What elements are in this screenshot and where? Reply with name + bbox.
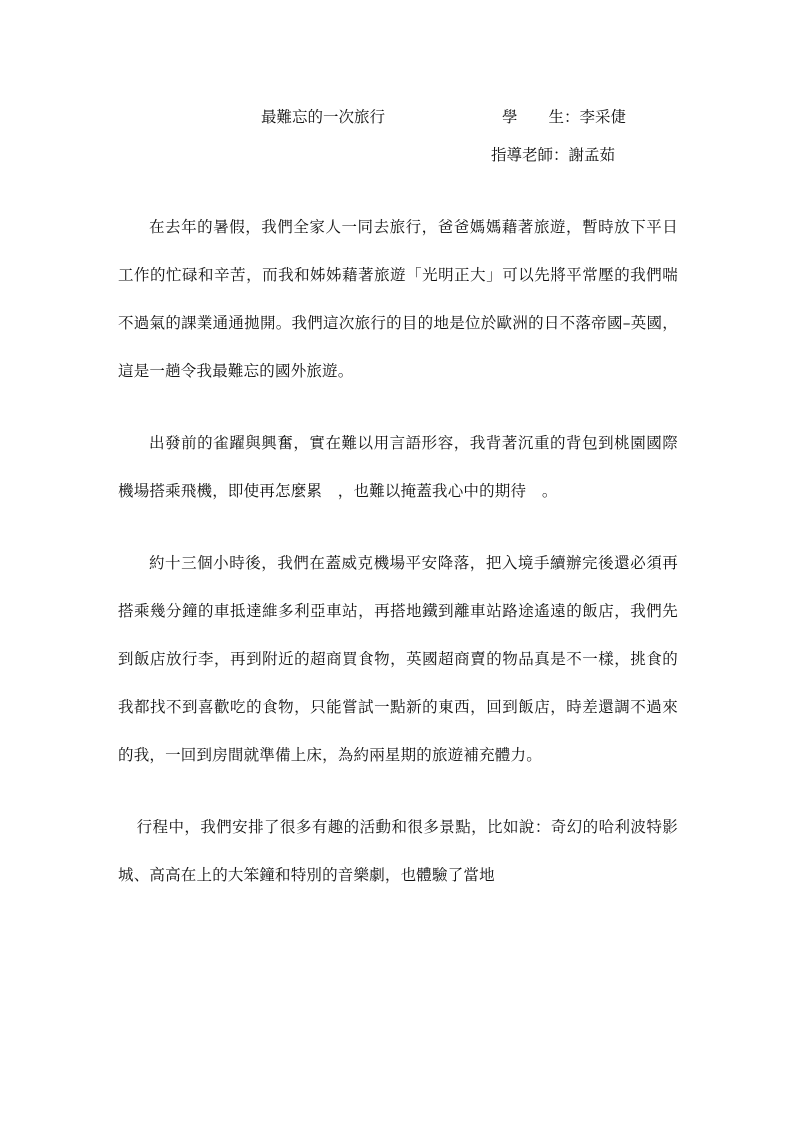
paragraph-1: 在去年的暑假，我們全家人一同去旅行，爸爸媽媽藉著旅遊，暫時放下平日工作的忙碌和辛苦，而我和姊姊藉著旅遊「光明正大」可以先將平常壓的我們喘不過氣的課業通通拋開。我們這次旅行的目的地是位於歐洲的日不落帝國–英國，這是一趟令我最難忘的國外旅遊。 xyxy=(118,218,678,380)
essay-title: 最難忘的一次旅行 xyxy=(261,108,386,126)
title-student-line xyxy=(261,105,681,129)
paragraph-4: 行程中，我們安排了很多有趣的活動和很多景點，比如說：奇幻的哈利波特影城、高高在上的大笨鐘和特別的音樂劇，也體驗了當地 xyxy=(118,818,678,884)
student-credit xyxy=(502,105,626,129)
paragraph-3: 約十三個小時後，我們在蓋威克機場平安降落，把入境手續辦完後還必須再搭乘幾分鐘的車抵達維多利亞車站，再搭地鐵到離車站路途遙遠的飯店，我們先到飯店放行李，再到附近的超商買食物，英國超商賣的物品真是不一樣，挑食的我都找不到喜歡吃的食物，只能嘗試一點新的東西，回到飯店，時差還調不過來的我，一回到房間就準備上床，為約兩星期的旅遊補充體力。 xyxy=(118,554,678,764)
essay-body xyxy=(118,203,678,899)
teacher-credit xyxy=(491,143,615,167)
student-label: 學 生： xyxy=(502,108,580,126)
teacher-label: 指導老師： xyxy=(491,146,569,164)
teacher-name: 謝孟茹 xyxy=(568,146,616,164)
student-name: 李采倢 xyxy=(579,108,627,126)
paragraph-2: 出發前的雀躍與興奮，實在難以用言語形容，我背著沉重的背包到桃園國際機場搭乘飛機，即使再怎麼累 ，也難以掩蓋我心中的期待 。 xyxy=(118,434,678,500)
